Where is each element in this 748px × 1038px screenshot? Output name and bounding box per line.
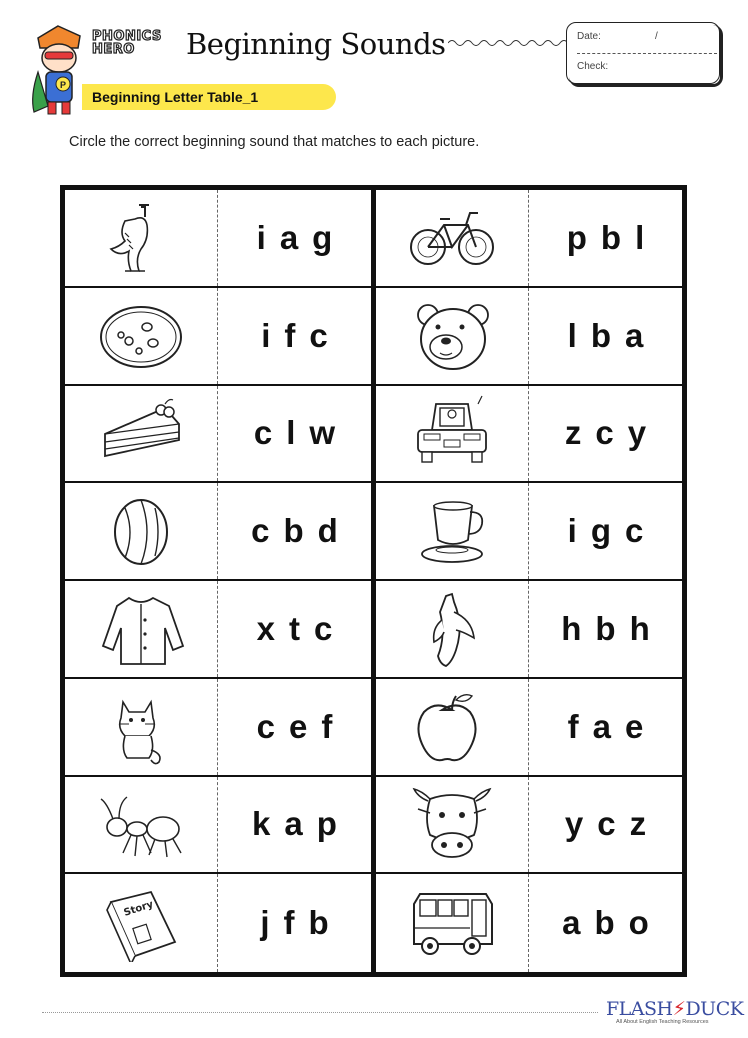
letter-option[interactable]: f: [321, 707, 333, 745]
book-icon: [95, 884, 187, 962]
picture-cell: [65, 190, 218, 286]
letter-choices: [529, 777, 682, 873]
letter-option[interactable]: b: [594, 904, 615, 942]
worksheet-header: [0, 0, 748, 120]
picture-cell: [65, 386, 218, 482]
letter-option[interactable]: d: [317, 512, 338, 550]
picture-cell: [65, 777, 218, 873]
letter-option[interactable]: a: [284, 805, 303, 843]
picture-cell: [376, 777, 529, 873]
cookie-icon: [95, 297, 187, 375]
picture-cell: [65, 288, 218, 384]
squiggle-divider-icon: [448, 36, 566, 50]
letter-option[interactable]: a: [279, 218, 299, 256]
picture-cell: [376, 483, 529, 579]
letter-option[interactable]: b: [600, 218, 622, 256]
worksheet-badge: Beginning Letter Table_1: [82, 84, 336, 110]
picture-cell: [376, 190, 529, 286]
letter-choices: [218, 190, 371, 286]
lightning-bolt-icon: ⚡: [672, 998, 686, 1020]
letter-option[interactable]: h: [629, 609, 650, 647]
bus-icon: [406, 884, 498, 962]
letter-option[interactable]: l: [635, 218, 645, 256]
cake-icon: [95, 394, 187, 472]
footer-tagline: All About English Teaching Resources: [616, 1019, 709, 1025]
table-row: [376, 288, 682, 386]
apple-icon: [406, 688, 498, 766]
letter-option[interactable]: j: [260, 904, 270, 942]
banana-icon: [406, 590, 498, 668]
picture-cell: [376, 874, 529, 972]
table-row: [376, 777, 682, 875]
letter-choices: [529, 483, 682, 579]
letter-option[interactable]: a: [624, 316, 644, 354]
letter-option[interactable]: y: [564, 805, 584, 843]
flashduck-logo: [606, 998, 743, 1020]
letter-option[interactable]: b: [595, 609, 616, 647]
letter-option[interactable]: b: [590, 316, 611, 354]
table-row: [376, 483, 682, 581]
letter-option[interactable]: o: [628, 904, 649, 942]
letter-option[interactable]: c: [597, 805, 616, 843]
cow-icon: [406, 785, 498, 863]
letter-choices: [218, 483, 371, 579]
letter-option[interactable]: c: [256, 707, 275, 745]
date-slash: /: [655, 31, 658, 42]
letter-option[interactable]: b: [283, 512, 304, 550]
letter-choices: [218, 777, 371, 873]
table-row: [376, 581, 682, 679]
letter-option[interactable]: c: [624, 512, 644, 550]
letter-option[interactable]: h: [561, 609, 582, 647]
letter-option[interactable]: a: [562, 904, 581, 942]
letter-option[interactable]: c: [309, 316, 328, 354]
table-row: [65, 581, 371, 679]
letter-choices: [529, 288, 682, 384]
letter-option[interactable]: i: [256, 218, 266, 256]
letter-option[interactable]: i: [261, 316, 271, 354]
phonics-hero-logo: [92, 30, 162, 56]
picture-cell: [376, 288, 529, 384]
bicycle-icon: [406, 199, 498, 277]
letter-option[interactable]: f: [283, 904, 295, 942]
phonics-hero-mascot-icon: [28, 22, 90, 117]
cat-icon: [95, 688, 187, 766]
letter-choices: [218, 874, 371, 972]
letter-option[interactable]: g: [590, 512, 611, 550]
letter-option[interactable]: l: [567, 316, 577, 354]
brand-left: FLASH: [606, 998, 673, 1020]
logo-line1: PHONICS: [92, 29, 162, 44]
letter-option[interactable]: f: [284, 316, 296, 354]
letter-option[interactable]: y: [627, 414, 647, 452]
letter-option[interactable]: k: [252, 805, 271, 843]
ant-icon: [95, 785, 187, 863]
table-row: [65, 483, 371, 581]
table-row: [65, 777, 371, 875]
letter-choices: [218, 288, 371, 384]
letter-option[interactable]: z: [564, 414, 582, 452]
letter-option[interactable]: c: [253, 414, 273, 452]
picture-cell: [376, 581, 529, 677]
table-row: [376, 190, 682, 288]
svg-text:Story: Story: [122, 899, 155, 919]
letter-option[interactable]: e: [625, 707, 644, 745]
svg-text:P: P: [60, 80, 67, 90]
brand-right: DUCK: [685, 998, 744, 1020]
picture-cell: [65, 679, 218, 775]
letter-option[interactable]: x: [256, 609, 275, 647]
cup-icon: [406, 492, 498, 570]
table-row: [376, 679, 682, 777]
letter-option[interactable]: i: [567, 512, 577, 550]
table-row: [65, 288, 371, 386]
check-label: Check:: [577, 61, 609, 72]
picture-cell: [65, 483, 218, 579]
letter-option[interactable]: l: [286, 414, 296, 452]
letter-option[interactable]: c: [595, 414, 614, 452]
instruction-text: Circle the correct beginning sound that matches to each picture.: [69, 134, 480, 150]
table-row: [65, 679, 371, 777]
letter-choices: [529, 679, 682, 775]
letter-choices: [529, 386, 682, 482]
table-row: [376, 874, 682, 972]
date-label: Date:: [577, 31, 601, 42]
page-title: Beginning Sounds: [186, 27, 446, 61]
logo-line2: HERO: [92, 42, 135, 57]
coat-icon: [95, 590, 187, 668]
letter-option[interactable]: p: [316, 805, 337, 843]
picture-cell: [376, 386, 529, 482]
letter-option[interactable]: a: [592, 707, 611, 745]
right-column: [376, 190, 682, 972]
picture-cell: [65, 581, 218, 677]
date-field[interactable]: [577, 31, 717, 54]
letter-choices: [218, 581, 371, 677]
letter-choices: [529, 581, 682, 677]
date-check-box: [566, 22, 720, 84]
letter-option[interactable]: c: [314, 609, 333, 647]
footer-divider: [42, 1012, 598, 1013]
picture-cell: [376, 679, 529, 775]
letter-choices: [218, 386, 371, 482]
letter-option[interactable]: z: [629, 805, 647, 843]
table-row: [376, 386, 682, 484]
picture-cell: [65, 874, 218, 972]
letter-table: [60, 185, 687, 977]
table-row: [65, 386, 371, 484]
letter-option[interactable]: g: [312, 218, 333, 256]
letter-option[interactable]: e: [289, 707, 308, 745]
alligator-icon: [95, 199, 187, 277]
letter-option[interactable]: w: [309, 414, 336, 452]
table-row: [65, 190, 371, 288]
letter-option[interactable]: b: [308, 904, 329, 942]
letter-option[interactable]: f: [567, 707, 579, 745]
letter-choices: [529, 874, 682, 972]
letter-option[interactable]: t: [289, 609, 300, 647]
left-column: [65, 190, 371, 972]
bear-icon: [406, 297, 498, 375]
letter-option[interactable]: p: [566, 218, 587, 256]
ball-icon: [95, 492, 187, 570]
letter-choices: [529, 190, 682, 286]
check-field[interactable]: [577, 61, 608, 72]
letter-choices: [218, 679, 371, 775]
car-icon: [406, 394, 498, 472]
letter-option[interactable]: c: [251, 512, 270, 550]
table-row: [65, 874, 371, 972]
